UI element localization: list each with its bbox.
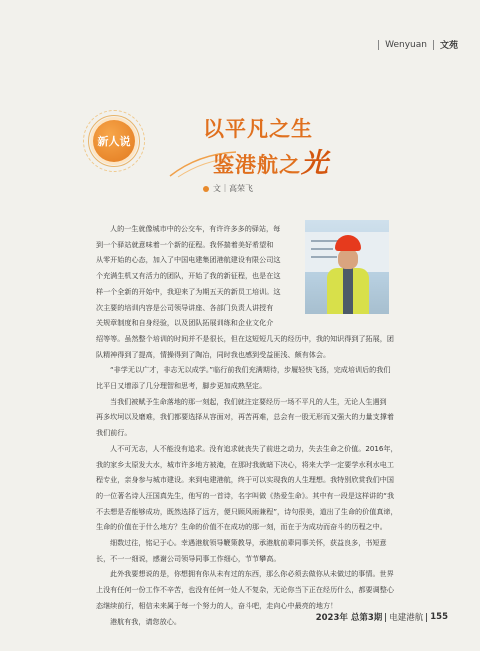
article-body [96, 221, 398, 629]
footer-divider [385, 613, 386, 622]
text-line: 再多坎坷以及磨难，我们都要选择从容面对，再苦再难，总会有一股无形而又强大的力量支撑着 [96, 412, 394, 422]
text-line: 生命的价值在于什么地方？生命的价值不在成功的那一刻，而在于为成功而奋斗的历程之中。 [96, 522, 387, 532]
text-line: 我们前行。 [96, 428, 132, 438]
text-line: 我的家乡太原发大水，城市许多地方被淹，在那时我就暗下决心，将来大学一定要学水利水电工 [96, 459, 394, 469]
paragraph-2 [96, 362, 398, 393]
text-line: 港航有我，请您放心。 [110, 616, 181, 626]
paragraph-1 [96, 221, 398, 362]
text-line: 上没有任何一份工作不辛苦，也没有任何一处人不复杂，无论你当下正在经历什么，都要调整心 [96, 585, 394, 595]
article-title-line1: 以平凡之生 [203, 117, 313, 141]
article-title-line2 [213, 141, 329, 180]
text-line: 绍等等。虽然整个培训的时间并不是很长，但在这短短几天的经历中，我的知识得到了拓展，团 [96, 333, 394, 343]
title-line2-prefix: 鉴港航之 [213, 153, 301, 177]
section-name-en: Wenyuan [385, 39, 427, 50]
text-line: 次主要的培训内容是公司领导讲座、各部门负责人讲授有 [96, 302, 274, 312]
section-name-cn: 文苑 [439, 41, 458, 51]
text-line: 的一位著名诗人汪国真先生，他写的一首诗，名字叫做《热爱生命》。其中有一段是这样讲的“我 [96, 490, 395, 500]
author: 文｜高荣飞 [213, 184, 253, 193]
page-footer [316, 611, 448, 623]
text-line: 人的一生就像城市中的公交车，有许许多多的驿站，每 [110, 224, 281, 233]
issue-info: 2023年 总第3期 [315, 613, 383, 623]
text-line: 关规章制度和自身经验，以及团队拓展训练和企业文化介 [96, 318, 274, 328]
footer-divider [426, 613, 427, 622]
text-line: 态继续前行，相信未来属于每一个努力的人，奋斗吧，走向心中最亮的地方！ [96, 600, 338, 610]
byline [203, 183, 253, 194]
paragraph-3 [96, 394, 398, 441]
publication-name: 电建港航 [389, 613, 424, 623]
paragraph-4 [96, 441, 398, 535]
text-line: 从零开始的心态，加入了中国电建集团港航建设有限公司这 [96, 255, 281, 265]
text-line: 程专业，亲身参与城市建设。来到电建港航，终于可以实现我的人生理想。我特别欣赏我们中国 [96, 475, 394, 485]
page-number: 155 [430, 612, 448, 622]
paragraph-5 [96, 535, 398, 566]
text-line: 样一个全新的开始中，我迎来了为期五天的新员工培训。这 [96, 286, 281, 296]
text-line: 队精神得到了提高，情操得到了陶冶，同时我也感到受益匪浅、颇有体会。 [96, 349, 331, 359]
text-line: 人不可无志，人不能没有追求。没有追求就丧失了前进之动力，失去生命之价值。2016年， [110, 443, 398, 453]
byline-dot-icon [203, 186, 209, 192]
text-line: 细数过往，铭记于心。幸遇港航领导鞭策教导，承港航前辈同事关怀，获益良多，书短意 [110, 538, 387, 548]
header-divider [378, 40, 379, 50]
text-line: 个充满生机又有活力的团队，开始了我的新征程，也是在这 [96, 271, 281, 281]
paragraph-6 [96, 566, 398, 613]
column-badge: 新人说 [93, 120, 135, 162]
text-line: 比平日又增添了几分理智和思考，脚步更加成熟坚定。 [96, 381, 267, 391]
title-highlight: 光 [301, 148, 329, 179]
text-line: “非学无以广才，非志无以成学。”临行前我们充满期待，步履轻快飞扬，完成培训后的我们 [110, 365, 391, 375]
section-header [378, 38, 458, 51]
text-line: 当我们被赋予生命落地的那一刻起，我们就注定要经历一场不平凡的人生，无论人生遇到 [110, 396, 387, 406]
text-line: 长，不一一细说，感谢公司领导同事工作细心，节节攀高。 [96, 553, 281, 563]
text-line: 此外我要想说的是，你想拥有你从未有过的东西，那么你必须去做你从未做过的事情。世界 [110, 569, 394, 579]
text-line: 到一个驿站就意味着一个新的征程。我怀揣着美好希望和 [96, 239, 274, 249]
header-divider [433, 40, 434, 50]
text-line: 不去想是否能够成功，既然选择了远方，便只顾风雨兼程”，诗句很美，道出了生命的价值真谛， [96, 506, 398, 516]
